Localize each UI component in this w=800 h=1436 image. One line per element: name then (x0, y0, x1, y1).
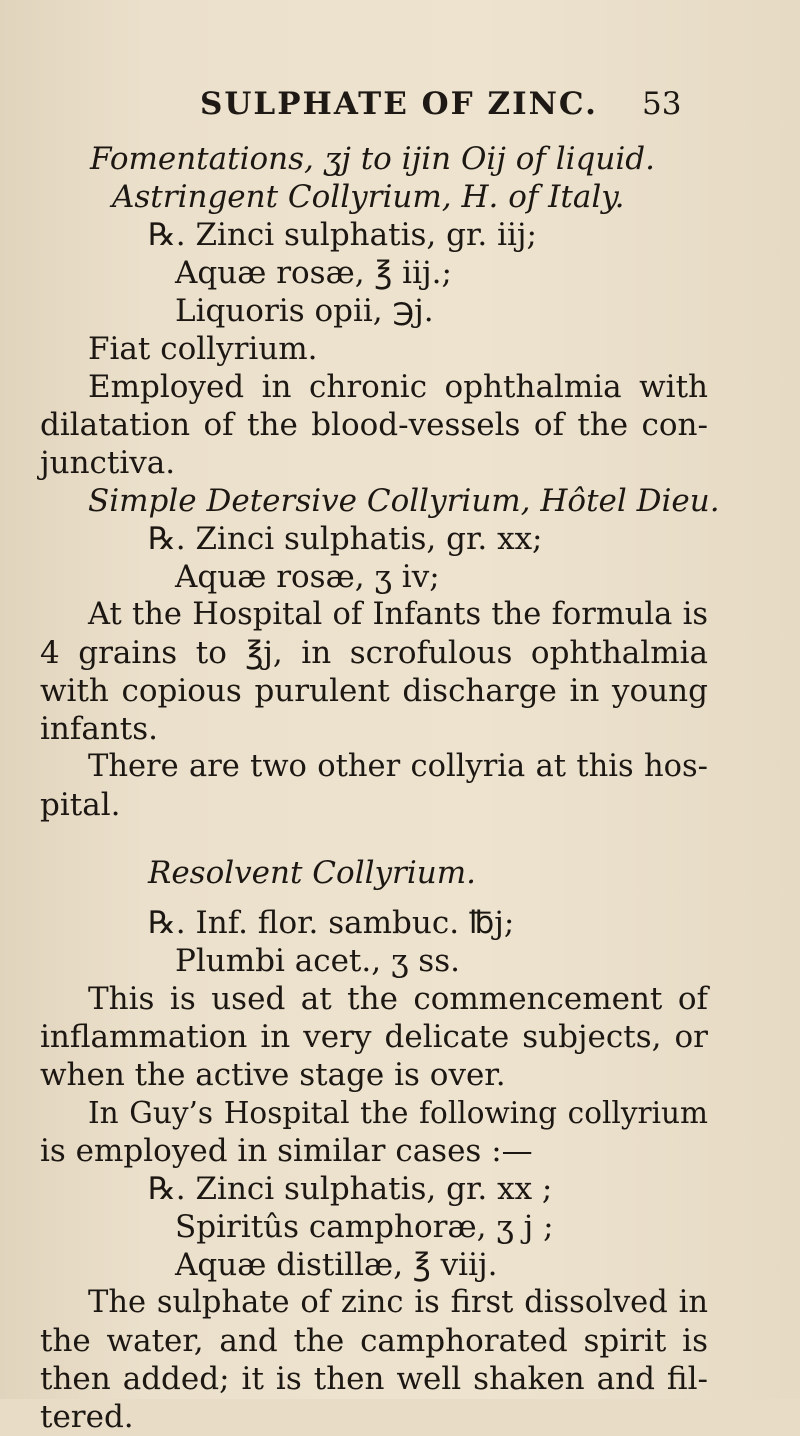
prescription-line: ℞. Inf. flor. sambuc. ℔j; (148, 905, 515, 941)
text-line: tered. (40, 1399, 134, 1435)
text-line: pital. (40, 787, 121, 823)
prescription-line: ℞. Zinci sulphatis, gr. xx; (148, 521, 543, 557)
text-line: infants. (40, 711, 159, 747)
page-number: 53 (642, 86, 682, 122)
text-line: Employed in chronic ophthalmia with (88, 369, 708, 405)
running-head (0, 86, 800, 136)
prescription-line: Liquoris opii, ℈j. (175, 293, 434, 329)
text-line: In Guy’s Hospital the following collyrium (88, 1096, 708, 1130)
prescription-line: ℞. Zinci sulphatis, gr. xx ; (148, 1171, 553, 1207)
text-line: dilatation of the blood-vessels of the con- (40, 407, 708, 443)
text-line: when the active stage is over. (40, 1057, 506, 1093)
prescription-line: Aquæ distillæ, ℥ viij. (175, 1247, 498, 1283)
text-line: There are two other collyria at this hos- (88, 749, 708, 784)
text-line: inflammation in very delicate subjects, or (40, 1019, 708, 1055)
running-title: SULPHATE OF ZINC. (200, 86, 598, 122)
prescription-line: ℞. Zinci sulphatis, gr. iij; (148, 217, 537, 253)
text-line: This is used at the commencement of (88, 981, 708, 1017)
recipe-heading: Resolvent Collyrium. (148, 855, 476, 891)
text-line: 4 grains to ℥j, in scrofulous ophthalmia (40, 635, 708, 671)
text-line: Fomentations, ʒj to ijin Oij of liquid. (90, 141, 655, 177)
prescription-line: Spiritûs camphoræ, ʒ j ; (175, 1209, 554, 1245)
text-line: At the Hospital of Infants the formula is (88, 597, 708, 632)
text-line: is employed in similar cases :— (40, 1133, 533, 1169)
text-line: with copious purulent discharge in young (40, 673, 708, 709)
recipe-heading: Simple Detersive Collyrium, Hôtel Dieu. (88, 483, 720, 519)
text-line: then added; it is then well shaken and fil- (40, 1361, 708, 1397)
text-line: Fiat collyrium. (88, 331, 318, 367)
text-line: junctiva. (40, 445, 176, 481)
text-line: The sulphate of zinc is first dissolved in (88, 1285, 708, 1320)
recipe-heading: Astringent Collyrium, H. of Italy. (112, 179, 625, 215)
prescription-line: Aquæ rosæ, ʒ iv; (175, 559, 440, 595)
text-line: the water, and the camphorated spirit is (40, 1323, 708, 1359)
prescription-line: Plumbi acet., ʒ ss. (175, 943, 460, 979)
prescription-line: Aquæ rosæ, ℥ iij.; (175, 255, 452, 291)
